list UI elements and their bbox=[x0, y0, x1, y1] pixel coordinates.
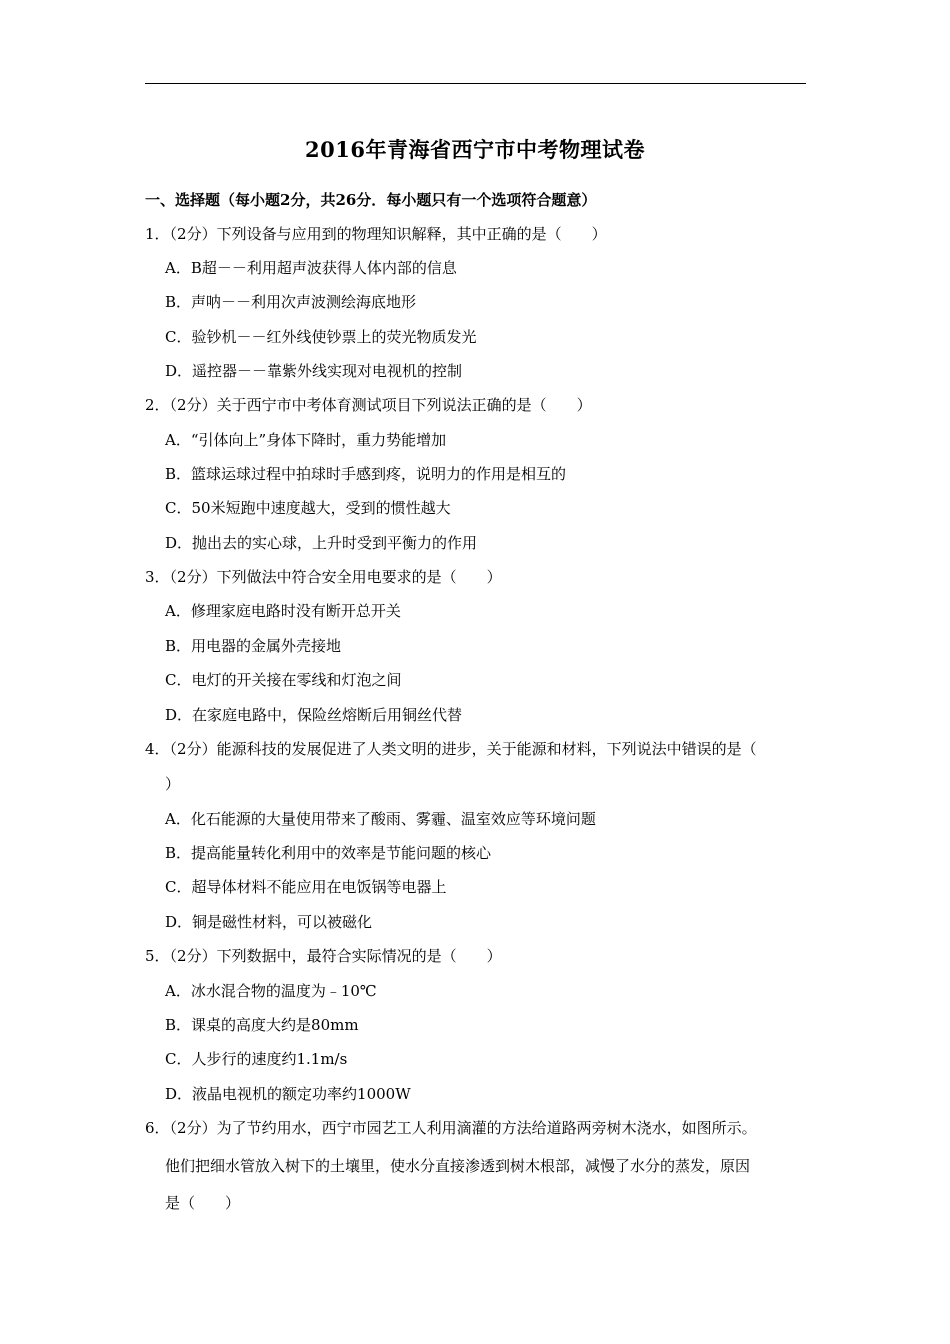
exam-title: 2016年青海省西宁市中考物理试卷 bbox=[305, 137, 645, 162]
question-6-stem: 6．（2分）为了节约用水，西宁市园艺工人利用滴灌的方法给道路两旁树木浇水，如图所示。 bbox=[145, 1119, 757, 1137]
question-3-option-a: A．修理家庭电路时没有断开总开关 bbox=[165, 602, 401, 620]
question-4-option-d: D．铜是磁性材料，可以被磁化 bbox=[165, 913, 373, 931]
question-1-option-c: C．验钞机－－红外线使钞票上的荧光物质发光 bbox=[165, 328, 477, 346]
question-5-option-c: C．人步行的速度约1.1m/s bbox=[165, 1050, 348, 1068]
question-2-option-a: A．“引体向上”身体下降时，重力势能增加 bbox=[165, 431, 447, 449]
question-3-stem: 3．（2分）下列做法中符合安全用电要求的是（ ） bbox=[145, 568, 502, 586]
question-1-option-a: A．B超－－利用超声波获得人体内部的信息 bbox=[165, 259, 457, 277]
question-4-option-c: C．超导体材料不能应用在电饭锅等电器上 bbox=[165, 878, 447, 896]
question-5-option-a: A．冰水混合物的温度为﹣10℃ bbox=[165, 982, 377, 1000]
question-1-option-b: B．声呐－－利用次声波测绘海底地形 bbox=[165, 293, 417, 311]
question-4-option-b: B．提高能量转化利用中的效率是节能问题的核心 bbox=[165, 844, 492, 862]
question-5-option-b: B．课桌的高度大约是80mm bbox=[165, 1016, 359, 1034]
section-heading: 一、选择题（每小题2分，共26分．每小题只有一个选项符合题意） bbox=[145, 191, 597, 209]
question-6-stem-continued: 他们把细水管放入树下的土壤里，使水分直接渗透到树木根部，减慢了水分的蒸发，原因 bbox=[165, 1157, 751, 1175]
question-2-option-c: C．50米短跑中速度越大，受到的惯性越大 bbox=[165, 499, 451, 517]
question-3-option-b: B．用电器的金属外壳接地 bbox=[165, 637, 342, 655]
question-4-stem-continued: ） bbox=[165, 775, 181, 793]
question-4-option-a: A．化石能源的大量使用带来了酸雨、雾霾、温室效应等环境问题 bbox=[165, 810, 596, 828]
question-3-option-c: C．电灯的开关接在零线和灯泡之间 bbox=[165, 671, 402, 689]
question-2-stem: 2．（2分）关于西宁市中考体育测试项目下列说法正确的是（ ） bbox=[145, 396, 592, 414]
question-3-option-d: D．在家庭电路中，保险丝熔断后用铜丝代替 bbox=[165, 706, 463, 724]
question-2-option-d: D．抛出去的实心球，上升时受到平衡力的作用 bbox=[165, 534, 478, 552]
question-5-stem: 5．（2分）下列数据中，最符合实际情况的是（ ） bbox=[145, 947, 502, 965]
header-rule bbox=[145, 83, 806, 84]
question-2-option-b: B．篮球运球过程中拍球时手感到疼，说明力的作用是相互的 bbox=[165, 465, 567, 483]
question-1-stem: 1．（2分）下列设备与应用到的物理知识解释，其中正确的是（ ） bbox=[145, 225, 607, 243]
question-5-option-d: D．液晶电视机的额定功率约1000W bbox=[165, 1085, 411, 1103]
question-1-option-d: D．遥控器－－靠紫外线实现对电视机的控制 bbox=[165, 362, 463, 380]
question-4-stem: 4．（2分）能源科技的发展促进了人类文明的进步，关于能源和材料，下列说法中错误的是（ bbox=[145, 740, 757, 758]
question-6-stem-continued-2: 是（ ） bbox=[165, 1194, 241, 1212]
